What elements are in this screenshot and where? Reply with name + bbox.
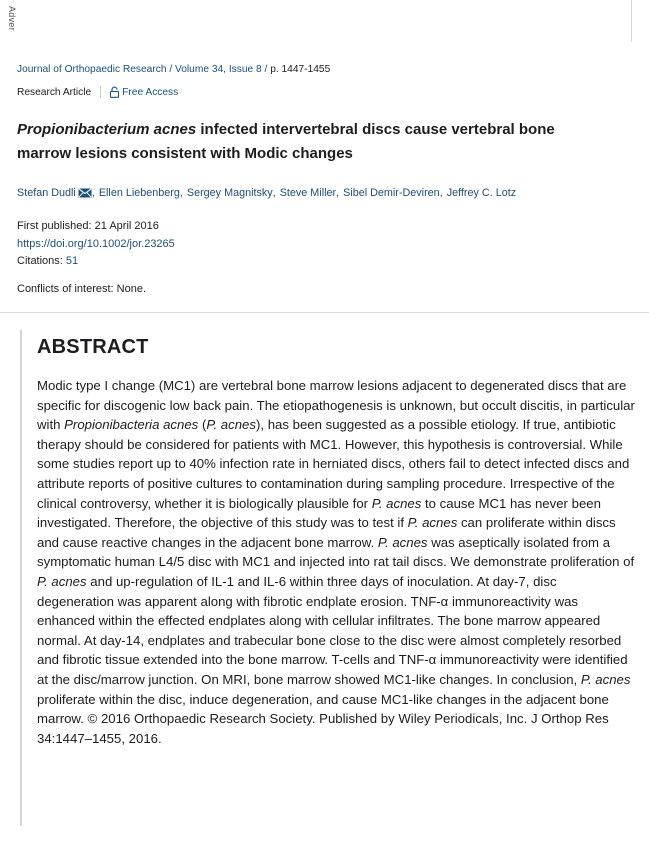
author-separator: , [272, 187, 276, 199]
free-access-badge [109, 86, 178, 98]
author-link[interactable]: Ellen Liebenberg [98, 187, 180, 199]
author-separator: , [439, 187, 443, 199]
abstract-italic: P. acnes [206, 417, 256, 433]
first-published-date: 21 April 2016 [94, 220, 159, 232]
abstract-segment: ), has been suggested as a possible etiology. If true, antibiotic therapy should be considered for patients with MC1. However, this hypothesis is controversial. While some studies report up to 40% infection rate in herniated discs, others fail to detect infected discs and attribute reports of positive cultures to contamination during sampling procedure. Irrespective of the clinical controversy, whether it is biologically plausible for [37, 417, 630, 511]
meta-separator [100, 86, 101, 98]
first-published-label: First published: [17, 220, 95, 232]
author-item [280, 187, 343, 199]
ad-divider [631, 0, 632, 42]
author-separator: , [179, 187, 183, 199]
author-link[interactable]: Jeffrey C. Lotz [446, 187, 517, 199]
abstract-segment: to cause MC1 has never been investigated. Therefore, the objective of this study was to test if [37, 495, 601, 531]
author-link[interactable]: Sergey Magnitsky [186, 187, 273, 199]
abstract-segment: proliferate within the disc, induce degeneration, and cause MC1-like changes in the adjacent bone marrow. © 2016 Orthopaedic Research Society. Published by Wiley Periodicals, Inc. J Orthop Res 34:1447–1455, 2016. [37, 691, 609, 746]
abstract-italic: P. acnes [580, 671, 631, 687]
mail-icon[interactable] [78, 188, 92, 198]
breadcrumb-separator: / [169, 64, 176, 75]
lock-icon [109, 86, 120, 98]
journal-breadcrumb [17, 64, 330, 75]
abstract-heading: ABSTRACT [37, 336, 149, 358]
author-item [17, 187, 99, 199]
citations-count-link[interactable]: 51 [65, 255, 79, 267]
issue-link[interactable]: Volume 34, Issue 8 [175, 64, 262, 75]
first-published [17, 218, 175, 236]
author-item [447, 187, 516, 199]
abstract-italic: P. acnes [37, 573, 87, 589]
abstract-italic: P. acnes [377, 534, 428, 550]
journal-link[interactable]: Journal of Orthopaedic Research [17, 64, 167, 75]
abstract-side-bar [20, 330, 22, 826]
page-range: p. 1447-1455 [270, 64, 331, 75]
doi-link[interactable]: https://doi.org/10.1002/jor.23265 [17, 237, 175, 250]
author-item [187, 187, 280, 199]
advertisement-label: Adver [7, 6, 17, 32]
author-item [343, 187, 447, 199]
publication-info [17, 218, 175, 271]
author-separator: , [336, 187, 340, 199]
author-link[interactable]: Sibel Demir-Deviren [343, 187, 440, 199]
abstract-text [37, 376, 637, 748]
title-italic-part: Propionibacterium acnes [17, 121, 197, 138]
article-meta-row [17, 86, 178, 98]
abstract-italic: P. acnes [371, 495, 422, 511]
section-divider [0, 312, 649, 313]
abstract-segment: was aseptically isolated from a symptomatic human L4/5 disc with MC1 and injected into rat tail discs. We demonstrate proliferation of [37, 534, 635, 570]
title-line-2: marrow lesions consistent with Modic changes [17, 145, 353, 162]
abstract-italic: P. acnes [407, 515, 458, 531]
abstract-segment: ( [198, 417, 207, 433]
author-link[interactable]: Steve Miller [279, 187, 337, 199]
citations-label: Citations: [17, 255, 66, 267]
article-type: Research Article [17, 86, 92, 98]
title-part: infected intervertebral discs cause vertebral bone [196, 121, 555, 138]
author-list [17, 187, 637, 199]
abstract-segment: can proliferate within discs and cause reactive changes in the adjacent bone marrow. [37, 515, 616, 550]
free-access-label: Free Access [122, 86, 179, 98]
author-link[interactable]: Stefan Dudli [17, 187, 76, 199]
author-separator: , [91, 187, 95, 199]
author-item [99, 187, 187, 199]
abstract-segment: Modic type I change (MC1) are vertebral bone marrow lesions adjacent to degenerated discs that are specific for discogenic low back pain. The etiopathogenesis is unknown, but occult discitis, in particular with [37, 378, 635, 433]
conflicts-of-interest: Conflicts of interest: None. [17, 283, 147, 295]
abstract-italic: Propionibacteria acnes [64, 417, 199, 433]
abstract-segment: and up-regulation of IL-1 and IL-6 within three days of inoculation. At day-7, disc degeneration was apparent along with fibrotic endplate erosion. TNF-α immunoreactivity was enhanced within the effected endplates along with cellular infiltrates. The bone marrow appeared normal. At day-14, endplates and trabecular bone close to the disc were almost completely resorbed and fibrotic tissue extended into the bone marrow. T-cells and TNF-α immunoreactivity were identified at the disc/marrow junction. On MRI, bone marrow showed MC1-like changes. In conclusion, [37, 573, 628, 687]
article-title [17, 118, 617, 166]
breadcrumb-separator: / [264, 64, 271, 75]
citations [17, 253, 175, 271]
